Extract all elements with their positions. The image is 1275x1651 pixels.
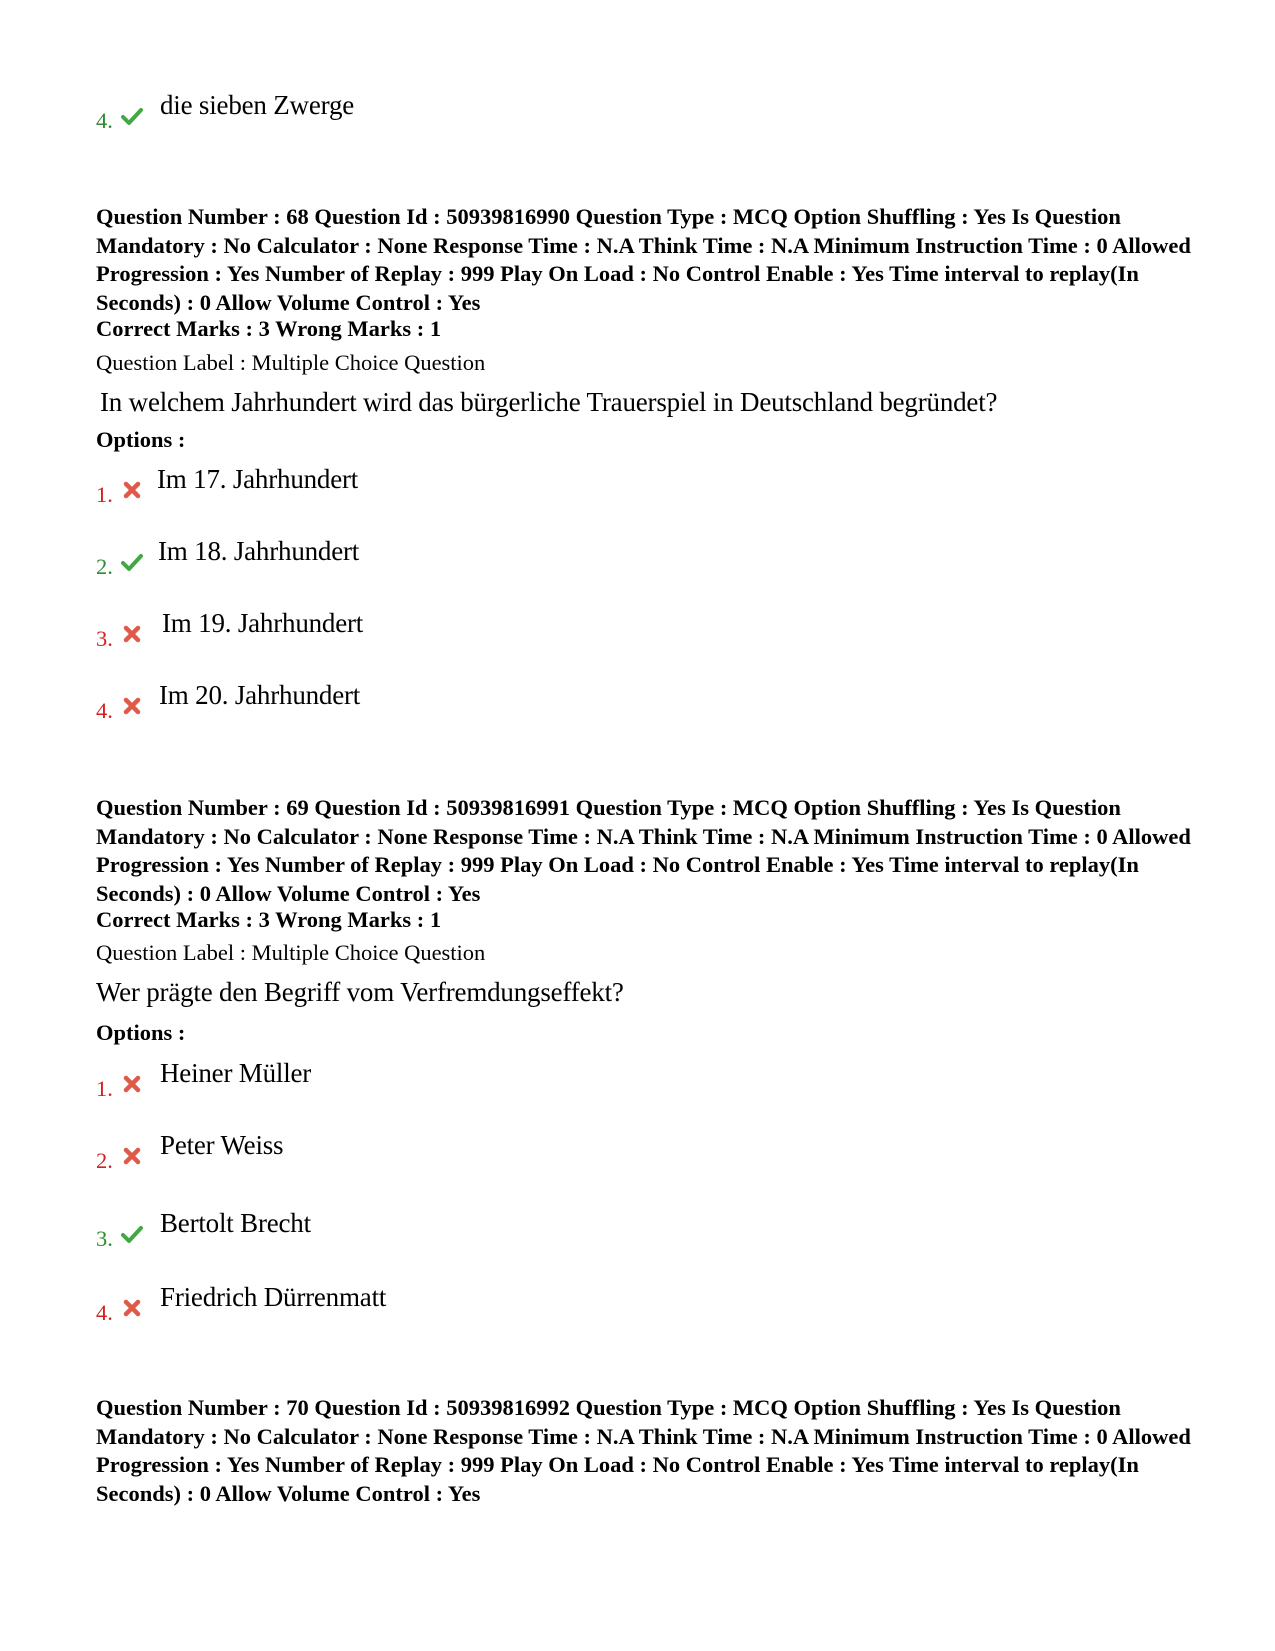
option-number: 4.	[96, 698, 113, 723]
check-icon	[120, 550, 144, 574]
question-label: Question Label : Multiple Choice Question	[96, 350, 486, 375]
option-text: Im 20. Jahrhundert	[159, 680, 361, 710]
option-text: Friedrich Dürrenmatt	[160, 1282, 387, 1312]
option-text: Im 18. Jahrhundert	[158, 536, 360, 566]
cross-icon	[120, 1072, 144, 1096]
check-icon	[120, 1222, 144, 1246]
question-label: Question Label : Multiple Choice Question	[96, 940, 486, 965]
question-meta: Question Number : 70 Question Id : 50939816992 Question Type : MCQ Option Shuffling : Yes Is Question Mandatory : No Calculator : None Response Time : N.A Think Time : N.A Minimum Instruction Time : 0 Allowed Progression : Yes Number of Replay : 999 Play On Load : No Control Enable : Yes Time interval to replay(In Seconds) : 0 Allow Volume Control : Yes	[96, 1395, 1191, 1506]
option-number: 4.	[96, 108, 113, 133]
option-text: Im 19. Jahrhundert	[162, 608, 364, 638]
option-text: Bertolt Brecht	[160, 1208, 311, 1238]
cross-icon	[120, 478, 144, 502]
options-heading: Options :	[96, 1020, 186, 1045]
question-meta: Question Number : 69 Question Id : 50939816991 Question Type : MCQ Option Shuffling : Yes Is Question Mandatory : No Calculator : None Response Time : N.A Think Time : N.A Minimum Instruction Time : 0 Allowed Progression : Yes Number of Replay : 999 Play On Load : No Control Enable : Yes Time interval to replay(In Seconds) : 0 Allow Volume Control : Yes	[96, 795, 1191, 906]
question-text: Wer prägte den Begriff vom Verfremdungseffekt?	[96, 977, 624, 1007]
question-meta: Question Number : 68 Question Id : 50939816990 Question Type : MCQ Option Shuffling : Yes Is Question Mandatory : No Calculator : None Response Time : N.A Think Time : N.A Minimum Instruction Time : 0 Allowed Progression : Yes Number of Replay : 999 Play On Load : No Control Enable : Yes Time interval to replay(In Seconds) : 0 Allow Volume Control : Yes	[96, 204, 1191, 315]
option-number: 1.	[96, 482, 113, 507]
option-number: 2.	[96, 1148, 113, 1173]
cross-icon	[120, 1296, 144, 1320]
question-marks: Correct Marks : 3 Wrong Marks : 1	[96, 907, 442, 932]
option-number: 1.	[96, 1076, 113, 1101]
option-text: Heiner Müller	[160, 1058, 312, 1088]
check-icon	[120, 104, 144, 128]
question-marks: Correct Marks : 3 Wrong Marks : 1	[96, 316, 442, 341]
option-text: Im 17. Jahrhundert	[157, 464, 359, 494]
option-text: die sieben Zwerge	[160, 90, 355, 120]
question-text: In welchem Jahrhundert wird das bürgerliche Trauerspiel in Deutschland begründet?	[100, 387, 998, 417]
option-number: 3.	[96, 1226, 113, 1251]
options-heading: Options :	[96, 427, 186, 452]
option-text: Peter Weiss	[160, 1130, 284, 1160]
cross-icon	[120, 694, 144, 718]
option-number: 4.	[96, 1300, 113, 1325]
cross-icon	[120, 622, 144, 646]
option-number: 3.	[96, 626, 113, 651]
cross-icon	[120, 1144, 144, 1168]
option-number: 2.	[96, 554, 113, 579]
